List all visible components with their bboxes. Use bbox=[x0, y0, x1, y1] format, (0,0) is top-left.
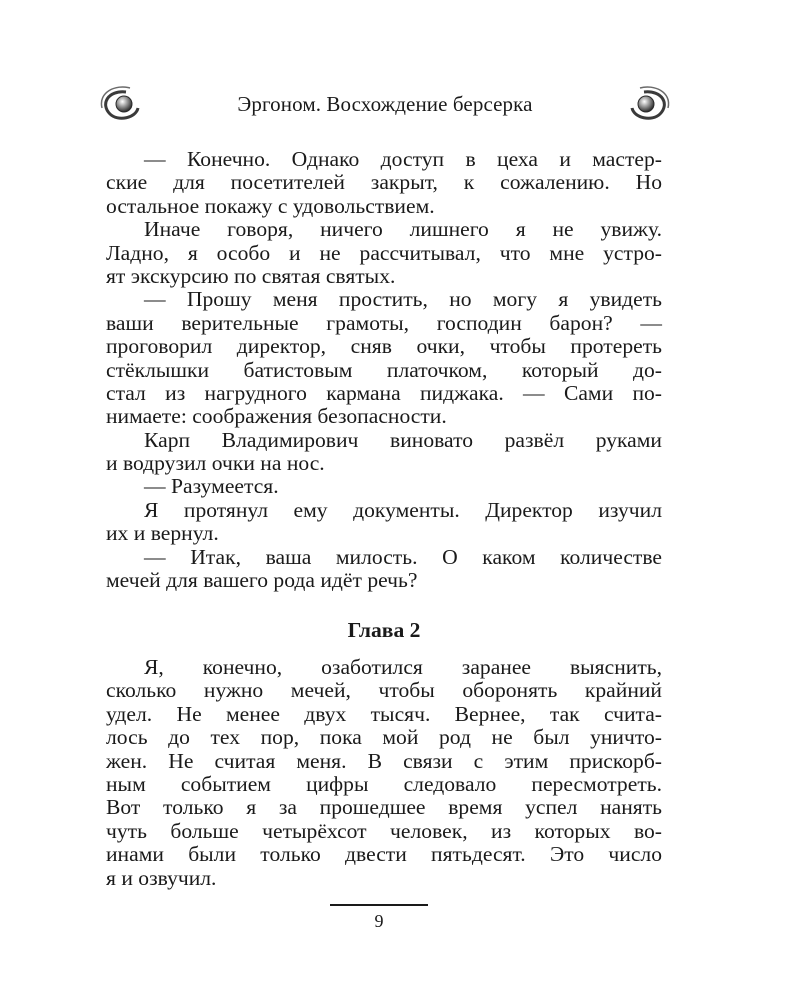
text-line: ят экскурсию по святая святых. bbox=[106, 263, 396, 288]
text-line: лось до тех пор, пока мой род не был уничто- bbox=[106, 725, 662, 750]
text-line: чуть больше четырёхсот человек, из которых во- bbox=[106, 818, 662, 843]
text-line: нимаете: соображения безопасности. bbox=[106, 404, 447, 429]
paragraph bbox=[106, 546, 662, 593]
text-line: ным событием цифры следовало пересмотреть. bbox=[106, 771, 662, 796]
text-line: — Конечно. Однако доступ в цеха и мастер- bbox=[144, 147, 662, 171]
running-header bbox=[96, 82, 674, 126]
text-line: — Итак, ваша милость. О каком количестве bbox=[144, 544, 662, 569]
book-title-text: Эргоном. Восхождение берсерка bbox=[229, 92, 540, 116]
paragraph bbox=[106, 288, 662, 428]
text-line: — Разумеется. bbox=[144, 474, 279, 499]
paragraph bbox=[106, 656, 662, 890]
text-line: удел. Не менее двух тысяч. Вернее, так счита- bbox=[106, 701, 662, 726]
text-line: Ладно, я особо и не рассчитывал, что мне устро- bbox=[106, 240, 662, 265]
chapter-heading: Глава 2 bbox=[347, 618, 421, 642]
text-line: мечей для вашего рода идёт речь? bbox=[106, 568, 418, 593]
text-line: — Прошу меня простить, но могу я увидеть bbox=[144, 287, 662, 312]
text-line: стёклышки батистовым платочком, который до- bbox=[106, 357, 662, 382]
paragraph bbox=[106, 499, 662, 546]
text-line: инами были только двести пятьдесят. Это число bbox=[106, 842, 662, 867]
footer-rule bbox=[330, 904, 428, 906]
text-line: Я, конечно, озаботился заранее выяснить, bbox=[144, 655, 662, 679]
text-line: жен. Не считая меня. В связи с этим прискорб- bbox=[106, 748, 662, 773]
text-line: Вот только я за прошедшее время успел нанять bbox=[106, 795, 662, 820]
text-line: сколько нужно мечей, чтобы оборонять крайний bbox=[106, 678, 662, 703]
text-line: остальное покажу с удовольствием. bbox=[106, 193, 435, 218]
text-line: их и вернул. bbox=[106, 521, 219, 546]
text-line: Иначе говоря, ничего лишнего я не увижу. bbox=[144, 217, 662, 242]
text-line: стал из нагрудного кармана пиджака. — Сами по- bbox=[106, 380, 662, 405]
text-line: ваши верительные грамоты, господин барон? — bbox=[106, 310, 662, 335]
book-title bbox=[96, 92, 674, 117]
text-line: проговорил директор, сняв очки, чтобы протереть bbox=[106, 334, 662, 359]
paragraph bbox=[106, 148, 662, 218]
text-line: Карп Владимирович виновато развёл руками bbox=[144, 427, 662, 452]
text-line: и водрузил очки на нос. bbox=[106, 451, 325, 476]
text-line: Я протянул ему документы. Директор изучил bbox=[144, 497, 662, 522]
paragraph bbox=[106, 429, 662, 476]
body-text-after-chapter bbox=[106, 656, 662, 890]
body-text-before-chapter bbox=[106, 148, 662, 592]
paragraph bbox=[106, 218, 662, 288]
text-line: ские для посетителей закрыт, к сожалению. Но bbox=[106, 170, 662, 195]
page-number: 9 bbox=[374, 911, 384, 931]
text-line: я и озвучил. bbox=[106, 865, 217, 890]
paragraph bbox=[106, 475, 662, 498]
